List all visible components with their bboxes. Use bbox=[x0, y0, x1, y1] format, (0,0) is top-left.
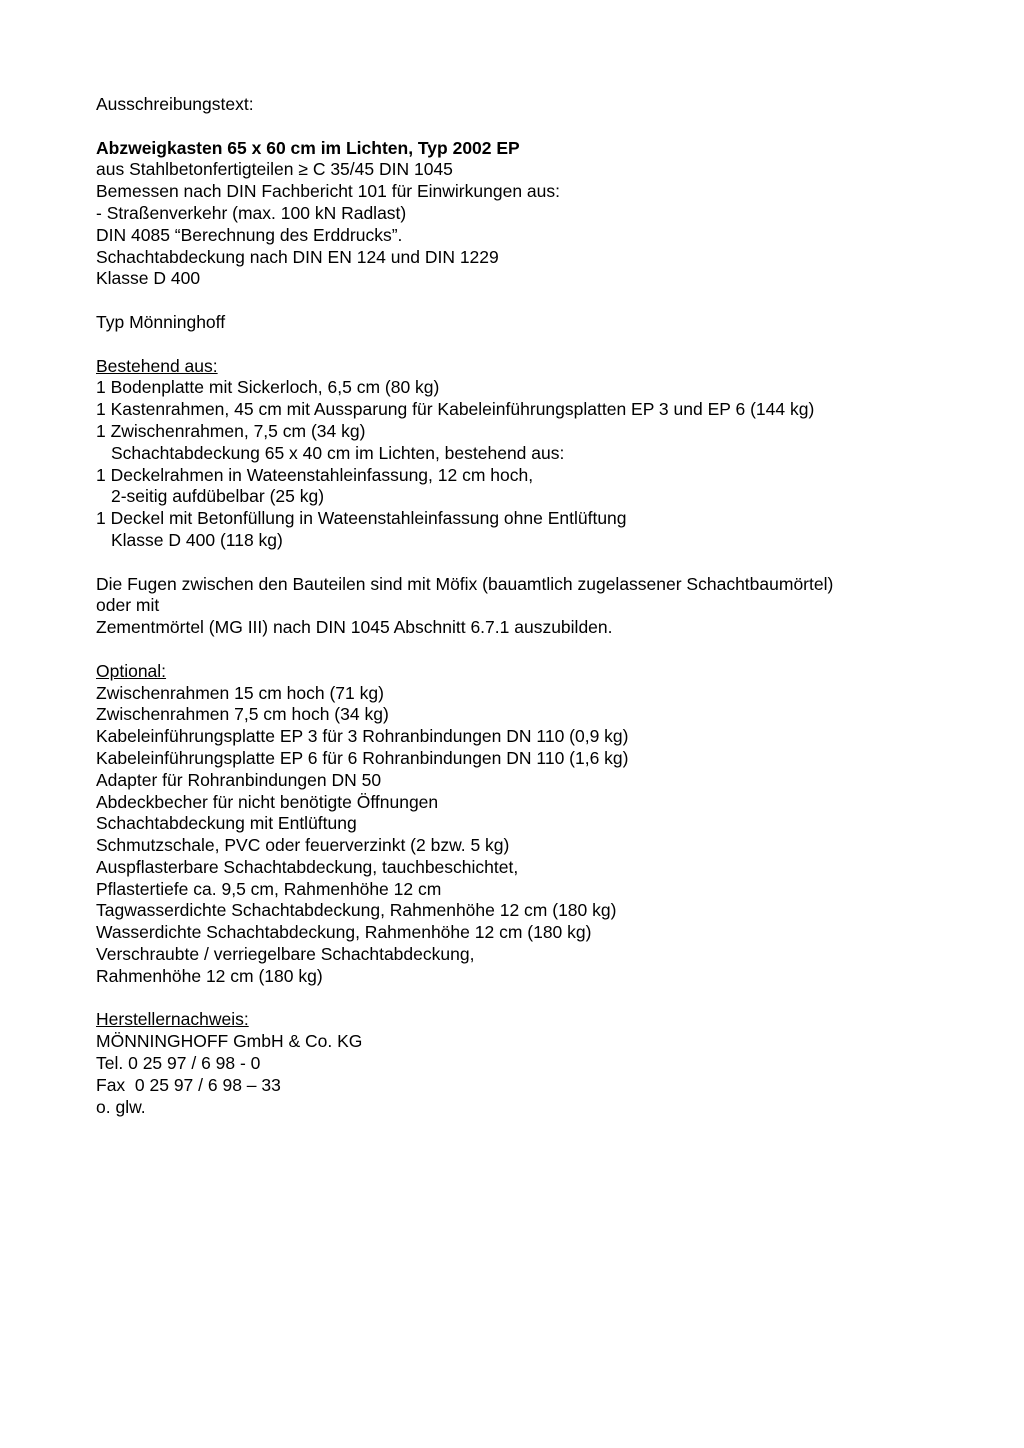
blank-line bbox=[96, 334, 996, 356]
optional-item: Tagwasserdichte Schachtabdeckung, Rahmenhöhe 12 cm (180 kg) bbox=[96, 900, 617, 921]
bestehend-heading: Bestehend aus: bbox=[96, 355, 218, 376]
blank-line bbox=[96, 290, 996, 312]
product-spec-line: Klasse D 400 bbox=[96, 268, 201, 289]
product-spec-line: Schachtabdeckung nach DIN EN 124 und DIN 1229 bbox=[96, 246, 499, 267]
optional-item: Abdeckbecher für nicht benötigte Öffnungen bbox=[96, 791, 439, 812]
optional-item: Zwischenrahmen 7,5 cm hoch (34 kg) bbox=[96, 704, 389, 725]
product-spec-line: DIN 4085 “Berechnung des Erddrucks”. bbox=[96, 224, 403, 245]
fugen-line: oder mit bbox=[96, 595, 160, 616]
bestehend-item: 1 Zwischenrahmen, 7,5 cm (34 kg) bbox=[96, 420, 366, 441]
blank-line bbox=[96, 116, 996, 138]
product-spec-line: aus Stahlbetonfertigteilen ≥ C 35/45 DIN 1045 bbox=[96, 159, 453, 180]
optional-item: Wasserdichte Schachtabdeckung, Rahmenhöhe 12 cm (180 kg) bbox=[96, 922, 592, 943]
product-spec-line: - Straßenverkehr (max. 100 kN Radlast) bbox=[96, 202, 407, 223]
bestehend-item: 2-seitig aufdübelbar (25 kg) bbox=[111, 486, 325, 507]
bestehend-item: Schachtabdeckung 65 x 40 cm im Lichten, bestehend aus: bbox=[111, 442, 565, 463]
hersteller-line: Tel. 0 25 97 / 6 98 - 0 bbox=[96, 1053, 261, 1074]
optional-item: Zwischenrahmen 15 cm hoch (71 kg) bbox=[96, 682, 384, 703]
optional-item: Schmutzschale, PVC oder feuerverzinkt (2 bzw. 5 kg) bbox=[96, 835, 510, 856]
hersteller-line: Fax 0 25 97 / 6 98 – 33 bbox=[96, 1074, 281, 1095]
optional-item: Kabeleinführungsplatte EP 3 für 3 Rohranbindungen DN 110 (0,9 kg) bbox=[96, 726, 629, 747]
bestehend-item: 1 Deckel mit Betonfüllung in Wateenstahleinfassung ohne Entlüftung bbox=[96, 508, 627, 529]
document-label: Ausschreibungstext: bbox=[96, 94, 254, 114]
hersteller-heading: Herstellernachweis: bbox=[96, 1009, 249, 1030]
bestehend-item: 1 Deckelrahmen in Wateenstahleinfassung, 12 cm hoch, bbox=[96, 464, 534, 485]
optional-item: Kabeleinführungsplatte EP 6 für 6 Rohranbindungen DN 110 (1,6 kg) bbox=[96, 747, 629, 768]
product-spec-line: Bemessen nach DIN Fachbericht 101 für Einwirkungen aus: bbox=[96, 181, 560, 202]
bestehend-item: Klasse D 400 (118 kg) bbox=[111, 529, 283, 550]
optional-item: Auspflasterbare Schachtabdeckung, tauchbeschichtet, bbox=[96, 856, 519, 877]
optional-heading: Optional: bbox=[96, 660, 167, 681]
blank-line bbox=[96, 988, 996, 1010]
optional-item: Verschraubte / verriegelbare Schachtabdeckung, bbox=[96, 944, 475, 965]
optional-item: Pflastertiefe ca. 9,5 cm, Rahmenhöhe 12 cm bbox=[96, 878, 442, 899]
type-line: Typ Mönninghoff bbox=[96, 311, 226, 332]
hersteller-line: o. glw. bbox=[96, 1096, 146, 1117]
fugen-line: Zementmörtel (MG III) nach DIN 1045 Abschnitt 6.7.1 auszubilden. bbox=[96, 617, 613, 638]
optional-item: Schachtabdeckung mit Entlüftung bbox=[96, 813, 357, 834]
blank-line bbox=[96, 552, 996, 574]
optional-item: Adapter für Rohranbindungen DN 50 bbox=[96, 769, 382, 790]
hersteller-line: MÖNNINGHOFF GmbH & Co. KG bbox=[96, 1031, 363, 1052]
product-title: Abzweigkasten 65 x 60 cm im Lichten, Typ 2002 EP bbox=[96, 137, 520, 158]
fugen-line: Die Fugen zwischen den Bauteilen sind mit Möfix (bauamtlich zugelassener Schachtbaumörtel) bbox=[96, 573, 834, 594]
optional-item: Rahmenhöhe 12 cm (180 kg) bbox=[96, 965, 323, 986]
bestehend-item: 1 Bodenplatte mit Sickerloch, 6,5 cm (80 kg) bbox=[96, 377, 440, 398]
bestehend-item: 1 Kastenrahmen, 45 cm mit Aussparung für Kabeleinführungsplatten EP 3 und EP 6 (144 kg) bbox=[96, 399, 815, 420]
blank-line bbox=[96, 639, 996, 661]
